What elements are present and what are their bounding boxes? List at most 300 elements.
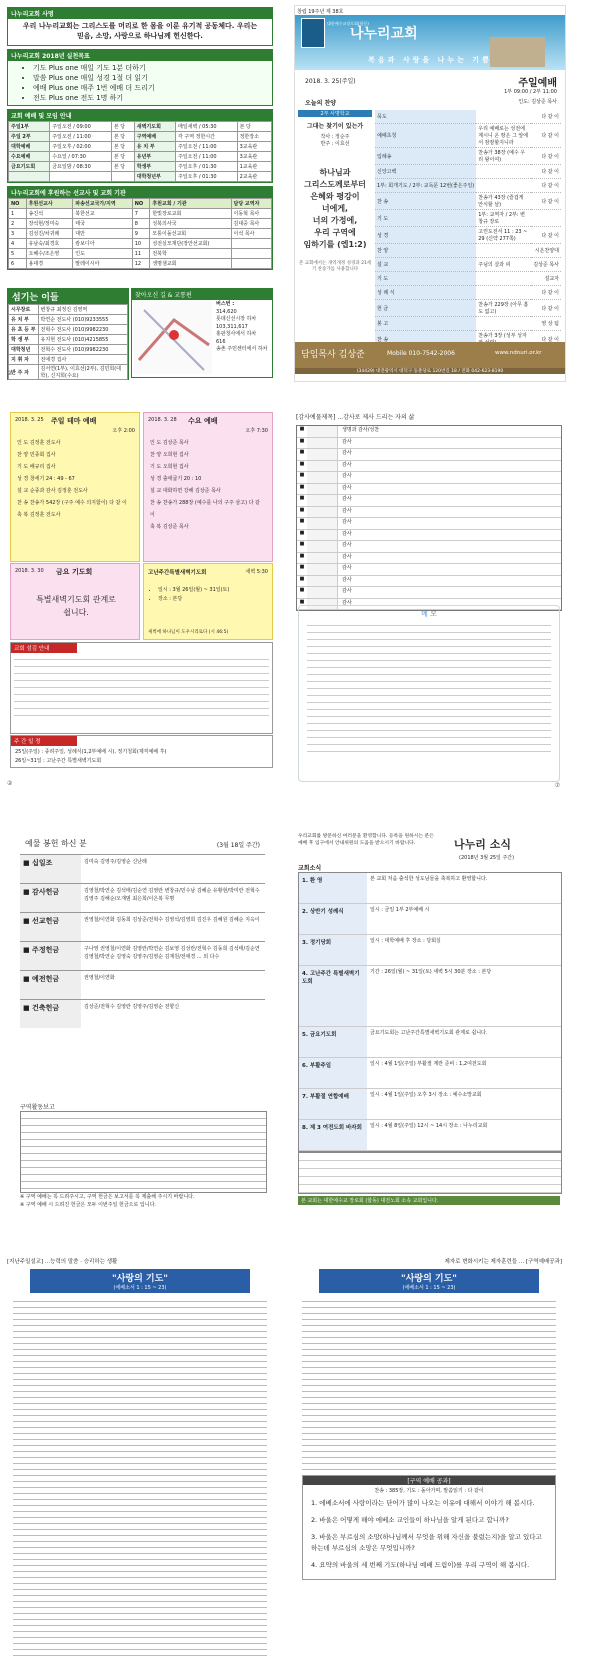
staff-name: 전혁수 전도사 (010)9982230 <box>38 325 127 335</box>
staff-name: 변창규 최정진 김영역 <box>38 305 127 315</box>
order-detail: 찬송가 3장 (성부 성자 <box>478 333 527 339</box>
order-item: 입례송 <box>375 148 476 165</box>
bus-line: 314,620 <box>216 308 237 315</box>
table-cell: 주일오전 / 11:00 <box>175 142 237 152</box>
news-head: 6. 부활주일 <box>299 1058 367 1088</box>
vision-box <box>7 7 273 46</box>
weekly-lines <box>11 746 272 767</box>
offering-table <box>20 854 265 1028</box>
table-header: 후원교회 / 기관 <box>150 199 231 209</box>
thanks-name <box>307 518 338 529</box>
offering-note: ※ 구역 예배는 꼭 드려주시고, 구역 헌금은 보고서를 꼭 제출해 주시기 바랍니다. <box>20 1194 195 1200</box>
sunday-title: 주일 테마 예배 <box>51 417 97 425</box>
order-item: 기 도 <box>375 210 476 227</box>
vision-text: 우리 나누리교회는 그리스도를 머리로 한 몸을 이룬 유기적 공동체다. 우리는 믿음, 소망, 사랑으로 하나님께 헌신한다. <box>22 22 258 40</box>
thanks-row <box>297 576 561 588</box>
order-item: 성 례 식 <box>375 286 476 300</box>
order-item: 찬 송 <box>375 331 476 348</box>
table-cell: 태국 <box>73 219 133 229</box>
date: 2018. 3. 25(주일) <box>305 78 356 85</box>
thanks-name <box>307 541 338 552</box>
thanks-text: 생명과 감사/성찬 <box>342 427 380 433</box>
table-header: 담당 교역자 <box>231 199 271 209</box>
table-cell: 1 <box>9 209 27 219</box>
thanks-bullet: ■ <box>299 564 305 570</box>
news-row <box>299 904 561 935</box>
table-row <box>9 315 128 325</box>
order-detail <box>476 179 531 193</box>
order-detail <box>476 244 531 258</box>
table-row <box>9 142 272 152</box>
page-1 <box>5 5 275 380</box>
table-cell: 매일새벽 / 05:30 <box>175 122 237 132</box>
table-cell <box>111 172 134 182</box>
table-cell: 9 <box>132 229 150 239</box>
thanks-bullet: ■ <box>299 472 305 478</box>
dawn-lines <box>148 586 229 604</box>
news-row <box>299 1089 561 1120</box>
lesson-ref: (에베소서 1 : 15 ~ 23) <box>402 1285 456 1291</box>
thanks-row <box>297 484 561 496</box>
staff-table <box>8 304 128 380</box>
table-cell: 본 당 <box>111 132 134 142</box>
page-number: ⑦ <box>554 782 560 789</box>
news-head: 4. 고난주간 특별새벽기도회 <box>299 966 367 1026</box>
thanks-name <box>307 530 338 541</box>
staff-role: 학 생 부 <box>9 335 39 345</box>
table-cell: 성북의사국 <box>150 219 231 229</box>
thanks-bullet: ■ <box>299 541 305 547</box>
order-item: 신앙고백 <box>375 165 476 179</box>
thanks-text: 감사 <box>342 530 352 537</box>
news-row <box>299 1058 561 1089</box>
table-cell <box>50 172 112 182</box>
table-row <box>9 355 128 365</box>
table-cell: 장석현/정미숙 <box>26 219 73 229</box>
thanks-name <box>307 564 338 575</box>
verse-line: 그리스도께로부터 <box>304 180 366 189</box>
order-row <box>375 193 561 210</box>
thanks-text: 감사 <box>342 484 352 491</box>
news-body: 일시 : 4월 1일(주일) 부활절 계란 준비 : 1,2여전도회 <box>370 1061 487 1067</box>
thanks-text: 감사 <box>342 473 352 479</box>
sunday-lines <box>17 437 133 521</box>
table-cell: 유남숙/최경호 <box>26 239 73 249</box>
staff-name: 김서연(1부), 이효선(2부), 김민희(대학), 신지희(수요) <box>38 365 127 380</box>
service-line: 기 도 오희현 집사 <box>150 464 189 470</box>
offering-names: 김상준/전혁수 김영란 김영주/김영순 전향신 <box>84 1004 180 1010</box>
thanks-name <box>307 438 338 449</box>
church-logo <box>301 18 325 48</box>
meeting-box <box>7 109 273 183</box>
thanks-bullet: ■ <box>299 449 305 455</box>
page-8 <box>294 1255 564 1660</box>
table-cell: 10 <box>132 239 150 249</box>
staff-role: 지 휘 자 <box>9 355 39 365</box>
page-5 <box>5 830 275 1220</box>
table-row <box>9 229 272 239</box>
order-item: 기 도 <box>375 272 476 286</box>
table-cell: 본 당 <box>111 152 134 162</box>
table-cell: 본 당 <box>111 162 134 172</box>
order-person: 다 같 이 <box>541 183 559 189</box>
thanks-bullet: ■ <box>299 437 305 444</box>
sermon-ref: (에베소서 1 : 15 ~ 23) <box>113 1285 167 1291</box>
order-detail: 찬송가 38장 (예수 우리 왕이여) <box>478 150 526 163</box>
table-cell: 말레이시아 <box>73 259 133 269</box>
dawn-line: • 장소 : 본당 <box>158 595 229 604</box>
thanks-list <box>296 425 562 611</box>
weekly-title: 주 간 일 정 <box>11 736 77 746</box>
offering-title: 예물 봉헌 하신 분 <box>25 839 87 848</box>
staff-name: 박연순 전도사 (010)9233555 <box>38 315 127 325</box>
table-cell: 주일1부 <box>9 122 50 132</box>
goal-item: • 말씀 Plus one 매일 성경 1절 더 읽기 <box>33 73 272 83</box>
goal-item: • 예배 Plus one 매주 1번 예배 더 드리기 <box>33 83 272 93</box>
thanks-name <box>307 472 338 483</box>
offering-type: ■ 선교헌금 <box>20 913 81 941</box>
service-line: 설 교 순종과 감사 김정훈 전도사 <box>17 488 88 494</box>
order-item: 봉 고 <box>375 317 476 331</box>
order-person: 다 같 이 <box>541 232 559 239</box>
thanks-bullet: ■ <box>299 587 305 593</box>
banner-text: 복음과 사랑을 나누는 기쁨 <box>368 56 492 64</box>
bus-line: 616 <box>216 338 226 345</box>
news-head: 2. 상반기 성례식 <box>299 904 367 934</box>
table-cell: 오혜수/조은영 <box>26 249 73 259</box>
order-person: 다 같 이 <box>541 133 559 139</box>
table-cell <box>231 249 271 259</box>
weekly-box <box>10 735 273 768</box>
weekly-line: 26일~31일 : 고난주간 특별새벽기도회 <box>15 757 102 764</box>
news-week: (2018년 3월 25일 주간) <box>459 855 515 861</box>
staff-role: 대학청년 <box>9 345 39 355</box>
thanks-row <box>297 530 561 542</box>
bus-line: 103,311,617 <box>216 323 248 330</box>
order-person <box>531 210 561 227</box>
table-cell: 3교육관 <box>237 152 271 162</box>
order-item: 찬 송 <box>375 193 476 210</box>
thanks-name <box>307 507 338 518</box>
staff-box <box>7 288 129 380</box>
table-cell: 유년부 <box>134 152 175 162</box>
thanks-text: 감사 <box>342 542 352 548</box>
meeting-table <box>8 121 272 182</box>
fri-text: 특별새벽기도회 관계로 쉽니다. <box>36 595 116 617</box>
order-row <box>375 317 561 331</box>
thanks-bullet: ■ <box>299 552 305 559</box>
news-head: 8. 제 3 여전도회 바자회 <box>299 1120 367 1150</box>
table-cell: 금요일밤 / 08:30 <box>50 162 112 172</box>
table-row <box>9 122 272 132</box>
fri-title: 금요 기도회 <box>56 568 93 576</box>
thanks-bullet: ■ <box>299 575 305 582</box>
order-detail: 1부: 교역자 / 2부: 변창규 장로 <box>478 212 526 225</box>
service-line: 인 도 김상준 목사 <box>150 440 189 446</box>
table-row <box>9 239 272 249</box>
order-row <box>375 286 561 300</box>
service-line: 찬 송 찬송가 542장 (구주 예수 의지함이) 다 같 이 <box>17 500 127 506</box>
order-row <box>375 179 561 193</box>
table-row <box>9 365 128 380</box>
bus-line: 송촌 주민센터에서 하차 <box>216 346 268 352</box>
table-row <box>9 172 272 182</box>
website[interactable]: www.ndnuri.or.kr <box>495 350 542 356</box>
bus-line: 롯데신선시장 하차 <box>216 316 257 322</box>
table-cell: 7 <box>132 209 150 219</box>
thanks-name <box>307 426 338 437</box>
table-cell: 북한선교 <box>73 209 133 219</box>
table-cell: 8 <box>132 219 150 229</box>
church-name: 나누리교회 <box>350 26 418 42</box>
thanks-name <box>307 576 338 587</box>
thanks-name <box>307 495 338 506</box>
offering-row <box>20 912 265 941</box>
order-person: 설교자 <box>544 276 559 282</box>
order-detail <box>476 110 531 124</box>
thanks-row <box>297 461 561 473</box>
thanks-text: 감사 <box>342 553 352 560</box>
page-4 <box>294 410 564 790</box>
lesson-body <box>302 1296 556 1471</box>
table-cell: 12 <box>132 259 150 269</box>
side-lines <box>298 133 372 147</box>
table-cell: 3교육관 <box>237 142 271 152</box>
thanks-text: 감사 <box>342 461 352 468</box>
table-cell: 주일오전 / 11:00 <box>50 132 112 142</box>
thanks-row <box>297 495 561 507</box>
table-cell: 주일오후 / 01:30 <box>175 172 237 182</box>
offering-row <box>20 970 265 999</box>
table-header: 파송선교국가/지역 <box>73 199 133 209</box>
offering-row <box>20 854 265 883</box>
page-3 <box>5 410 275 790</box>
news-body: 기간 : 26일(월) ~ 31일(토) 새벽 5시 30분 장소 : 본당 <box>370 969 492 975</box>
news-row <box>299 966 561 1027</box>
wed-title: 수요 예배 <box>188 417 218 425</box>
bus-info <box>216 301 267 354</box>
goal-title: 나누리교회 2018년 실천목표 <box>8 50 272 61</box>
verse-line: 은혜와 평강이 <box>310 192 360 201</box>
order-person: 다 같 이 <box>541 305 559 312</box>
dawn-line: • 일시 : 3월 26일(월) ~ 31일(토) <box>158 586 229 595</box>
order-row <box>375 148 561 165</box>
service-line: 인 도 김정훈 전도사 <box>17 440 61 446</box>
news-title: 나누리 소식 <box>454 838 511 851</box>
question-item: 2. 바울은 어떻게 해야 에베소 교인들이 하나님을 알게 된다고 합니까? <box>311 1516 509 1525</box>
order-row <box>375 210 561 227</box>
table-cell: 모퉁이돌선교회 <box>150 229 231 239</box>
memo-lines <box>299 625 559 752</box>
side-question: 그대는 찾기이 있는가 <box>306 123 364 130</box>
order-item: 찬 양 <box>375 244 476 258</box>
verse-line: 너에게, <box>321 204 349 213</box>
order-person: 다 같 이 <box>541 198 559 205</box>
service-line: 찬 양 오희현 집사 <box>150 452 189 458</box>
order-detail <box>476 286 531 300</box>
table-row <box>9 132 272 142</box>
order-person: 김상준 목사 <box>533 262 559 268</box>
news-head: 3. 정기당회 <box>299 935 367 965</box>
table-cell: 3 <box>9 229 27 239</box>
thanks-bullet: ■ <box>299 426 305 432</box>
order-row <box>375 165 561 179</box>
news-row <box>299 873 561 904</box>
service-line: 성 경 출애굽기 20 : 10 <box>150 476 202 482</box>
table-cell: 구역예배 <box>134 132 175 142</box>
order-item: 1부: 회개기도 / 2부: 교독문 12번(좋은주일) <box>375 179 476 193</box>
table-cell: 새벽기도회 <box>134 122 175 132</box>
table-cell: 정한장소 <box>237 132 271 142</box>
thanks-row <box>297 507 561 519</box>
news-body: 일시 : 4월 1일(주일) 오후 3시 장소 : 예수소망교회 <box>370 1092 482 1098</box>
lesson-head: [구역 예배 공과] <box>303 1476 555 1485</box>
service-title: 주일예배 <box>518 78 557 89</box>
offering-week: (3월 18일 주간) <box>216 842 260 849</box>
pastor: 담임목사 김상준 <box>301 350 365 360</box>
goal-item: • 전도 Plus one 전도 1명 하기 <box>33 93 272 103</box>
group-table <box>20 1111 267 1193</box>
sermon-title-box <box>30 1269 250 1293</box>
offering-type: ■ 십일조 <box>20 855 81 883</box>
serve-table <box>11 659 272 716</box>
offering-names: 권영철/이연화 김동희 김상준/전혁수 김영석/김영희 김진우 김혜원 김혜순 지옥이 <box>84 917 260 923</box>
thanks-bullet: ■ <box>299 598 305 605</box>
table-cell: 대만 <box>73 229 133 239</box>
goal-box <box>7 49 273 107</box>
order-person: 다 같 이 <box>541 114 559 120</box>
table-row <box>9 345 128 355</box>
news-row <box>299 1120 561 1151</box>
table-row <box>9 335 128 345</box>
side-column <box>298 110 372 322</box>
page-number: ② <box>7 780 13 787</box>
group-title: 구역활동보고 <box>20 1104 55 1111</box>
bus-line: 홍판청사에서 하차 <box>216 331 257 337</box>
table-cell <box>9 172 50 182</box>
table-cell: 이동혁 목사 <box>231 209 271 219</box>
goal-item: • 기도 Plus one 매일 기도 1분 더하기 <box>33 63 272 73</box>
serve-title: 교회 섬김 안내 <box>11 643 77 653</box>
table-cell: 이석 목사 <box>231 229 271 239</box>
offering-type: ■ 예전헌금 <box>20 971 81 999</box>
thanks-row <box>297 449 561 461</box>
pastor-footer <box>295 342 565 368</box>
offering-row <box>20 999 265 1028</box>
news-head: 7. 부활절 연합예배 <box>299 1089 367 1119</box>
offering-names: 권영철/이연화 <box>84 975 115 981</box>
order-row <box>375 244 561 258</box>
order-item: 설 교 <box>375 258 476 272</box>
news-row <box>299 935 561 966</box>
church-sub: 대한예수교장로회(합동) <box>327 21 369 26</box>
table-cell: 한빛장로교회 <box>150 209 231 219</box>
order-item: 예배초청 <box>375 124 476 148</box>
verse-line: 우리 구역에 <box>314 228 356 237</box>
welcome-text: 우리교회를 방문하신 여러분을 환영합니다. 등록을 원하시는 분은 예배 후 입구에서 안내위원의 도움을 받으시기 바랍니다. <box>298 834 434 846</box>
news-body: 일시 : 대학예배 후 장소 : 당회실 <box>370 938 441 944</box>
dawn-title: 고난주간특별새벽기도회 <box>148 570 207 576</box>
mission-title: 나누리교회에 후원하는 선교사 및 교회 기관 <box>8 187 272 198</box>
thanks-row <box>297 587 561 599</box>
wed-lines <box>150 437 266 533</box>
thanks-text: 감사 <box>342 576 352 583</box>
table-cell: 금요기도회 <box>9 162 50 172</box>
thanks-row <box>297 553 561 565</box>
verse-line: 너의 가정에, <box>312 216 358 225</box>
table-cell: 각 구역 정한시간 <box>175 132 237 142</box>
memo-box <box>298 605 560 782</box>
offering-note: ※ 구역 예배 시 드려진 헌금은 모두 이번주일 헌금으로 입니다. <box>20 1201 157 1208</box>
lesson-title-box <box>319 1269 539 1293</box>
thanks-bullet: ■ <box>299 529 305 536</box>
service-line: 기 도 배규리 집사 <box>17 464 56 470</box>
sermon-header: [지난주일설교] ...능력의 말씀 · 승리하는 생활 <box>7 1259 118 1265</box>
side-verse <box>298 167 372 251</box>
fri-date: 2018. 3. 30 <box>15 568 44 574</box>
order-item: 묵도 <box>375 110 476 124</box>
mission-box <box>7 186 273 270</box>
sermon-side: 2부 사명학교 <box>298 110 372 117</box>
table-cell <box>231 239 271 249</box>
news-list <box>298 872 562 1152</box>
table-cell: 본 당 <box>237 122 271 132</box>
offering-names: 김영철/박연순 김석태/김순연 김영란 변창규/민수남 김혜순 유황현/박미란 전혁수 김영주 김해순/오재범 최은희/이은복 무명 <box>84 888 260 902</box>
offering-type: ■ 건축헌금 <box>20 1000 81 1028</box>
thanks-bullet: ■ <box>299 518 305 524</box>
thanks-row <box>297 438 561 450</box>
order-person: 다 같 이 <box>541 290 559 296</box>
service-line: 찬 송 찬송가 288장 (예수를 나의 구주 삼고) 다 같 이 <box>150 500 260 518</box>
order-detail <box>476 317 531 331</box>
table-cell: 캄보디아 <box>73 239 133 249</box>
order-person: 시온찬양대 <box>534 248 559 254</box>
leader: 인도: 김상준 목사 <box>518 99 557 105</box>
wed-date: 2018. 3. 28 <box>148 417 177 423</box>
thanks-row <box>297 541 561 553</box>
offering-row <box>20 941 265 970</box>
order-detail: 찬송가 43장 (즐겁게 안식할 날) <box>478 195 524 208</box>
today-praise: 오늘의 찬양 <box>305 100 337 107</box>
table-cell: 대학청년부 <box>134 172 175 182</box>
memo-label: 메 모 <box>421 610 437 618</box>
order-row <box>375 110 561 124</box>
offering-type: ■ 감사헌금 <box>20 884 81 912</box>
table-cell: 전북학 <box>150 249 231 259</box>
staff-name: 전애경 집사 <box>38 355 127 365</box>
order-person: 다 같 이 <box>541 336 559 343</box>
dawn-time: 새벽 5:30 <box>245 569 268 575</box>
offering-notes <box>20 1194 195 1209</box>
question-item: 4. 요약의 바울의 세 번째 기도(하나님 예배 드림이)를 우리 구역이 해 봅시다. <box>311 1561 530 1570</box>
thanks-bullet: ■ <box>299 495 305 501</box>
sermon-body <box>13 1296 267 1656</box>
staff-title: 섬기는 이들 <box>8 289 128 304</box>
table-cell: 송진석 <box>26 209 73 219</box>
map-title: 찾아오신 길 & 교통편 <box>132 289 272 300</box>
news-head: 5. 금요기도회 <box>299 1027 367 1057</box>
thanks-text: 감사 <box>342 519 352 525</box>
order-person: 다 같 이 <box>541 169 559 175</box>
table-cell: 6 <box>9 259 27 269</box>
service-line: 축 복 김정훈 전도사 <box>17 512 61 518</box>
table-cell: 주일오후 / 01:30 <box>175 162 237 172</box>
service-line: 성 경 창세기 24 : 49 - 67 <box>17 476 75 482</box>
news-body: 일시 : 4월 8일(주일) 12시 ~ 14시 장소 : 나누리교회 <box>370 1123 488 1129</box>
order-detail: 찬송가 229장 (아무 흠도 없고) <box>478 302 529 315</box>
sermon-title: "사랑의 기도" <box>112 1274 168 1284</box>
sunday-date: 2018. 3. 25 <box>15 417 44 423</box>
